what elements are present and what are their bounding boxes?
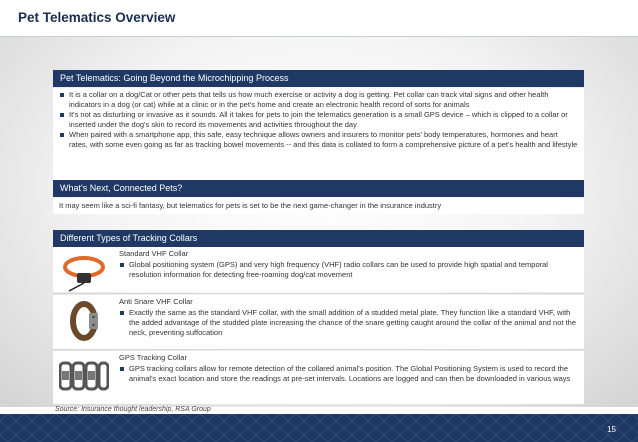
section-title-tracking-collars: Different Types of Tracking Collars — [53, 230, 584, 247]
footer-pattern — [0, 414, 638, 442]
list-item: Exactly the same as the standard VHF collar, with the small addition of a studded metal plate. They function like a standard VHF, with the added advantage of the studded plate increasing the chance of the snare getting caught around the collar of the animal and not the neck, preventing suffocation — [119, 308, 576, 338]
collar-item-standard-vhf — [53, 247, 584, 292]
collar-description — [119, 353, 576, 384]
section-body-beyond-microchipping — [53, 88, 584, 180]
list-item: It's not as disturbing or invasive as it sounds. All it takes for pets to join the telematics generation is a small GPS device – which is clipped to a collar or inserted under the dog's skin to record its movements and activities throughout the day — [59, 110, 578, 130]
collar-description — [119, 249, 576, 280]
bullet-square-icon — [60, 113, 64, 117]
list-item: GPS tracking collars allow for remote detection of the collared animal's position. The Global Positioning System is used to record the animal's exact location and store the readings at pre-set intervals. Locations are logged and can then be downloaded in various ways — [119, 364, 576, 384]
bullet-square-icon — [60, 93, 64, 97]
list-item: It is a collar on a dog/Cat or other pets that tells us how much exercise or activity a dog is getting. Pet collar can track vital signs and other health indicators in a dog (or cat) while at a clinic or in the pet's home and create an electronic health record of sorts for animals — [59, 90, 578, 110]
slide-header — [0, 0, 638, 36]
anti-snare-collar-image — [59, 299, 109, 343]
section-body-connected-pets — [53, 198, 584, 214]
gps-collar-image — [59, 355, 109, 399]
bullet-list — [59, 90, 578, 150]
list-item: Global positioning system (GPS) and very high frequency (VHF) radio collars can be used to provide high spatial and temporal resolution information for detecting free-roaming dog/cat movement — [119, 260, 576, 280]
page-number: 15 — [607, 425, 616, 434]
bullet-square-icon — [120, 263, 124, 267]
source-note: Source: Insurance thought leadership, RSA Group — [55, 406, 211, 413]
list-item: When paired with a smartphone app, this safe, easy technique allows owners and insurers to monitor pets' body temperatures, hormones and heart rates, with some even going as far as tracking bowel movements -- and this data is collated to form a comprehensive picture of a pet's health and lifestyle — [59, 130, 578, 150]
bullet-list — [119, 364, 576, 384]
collar-divider — [53, 349, 584, 350]
collar-divider — [53, 293, 584, 294]
section-title-beyond-microchipping: Pet Telematics: Going Beyond the Microchipping Process — [53, 70, 584, 87]
page-title: Pet Telematics Overview — [18, 10, 176, 25]
bullet-square-icon — [60, 133, 64, 137]
section-title-connected-pets: What's Next, Connected Pets? — [53, 180, 584, 197]
bullet-list — [119, 260, 576, 280]
bullet-square-icon — [120, 311, 124, 315]
collar-item-gps-tracking — [53, 351, 584, 404]
collar-name: Anti Snare VHF Collar — [119, 297, 193, 306]
connected-pets-text: It may seem like a sci-fi fantasy, but telematics for pets is set to be the next game-changer in the insurance industry — [59, 201, 442, 210]
bullet-list — [119, 308, 576, 338]
collar-item-anti-snare — [53, 295, 584, 349]
standard-vhf-collar-image — [59, 249, 109, 293]
collar-description — [119, 297, 576, 338]
bullet-square-icon — [120, 367, 124, 371]
collar-name: GPS Tracking Collar — [119, 353, 187, 362]
collar-name: Standard VHF Collar — [119, 249, 189, 258]
footer-bar — [0, 414, 638, 442]
